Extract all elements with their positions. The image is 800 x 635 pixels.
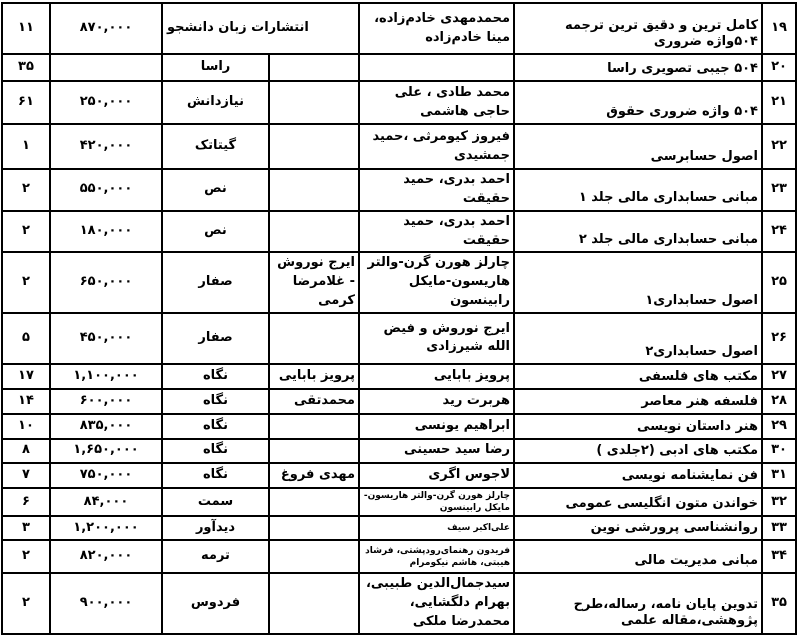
publisher-cell: صفار <box>162 313 269 364</box>
price-cell: ۹۰۰,۰۰۰ <box>50 573 162 634</box>
publisher-cell: نص <box>162 211 269 253</box>
price-cell: ۱,۱۰۰,۰۰۰ <box>50 364 162 389</box>
translator-cell: ایرج نوروش - غلامرضا کرمی <box>269 252 359 313</box>
quantity-cell: ۸ <box>2 439 50 463</box>
book-title-cell: فلسفه هنر معاصر <box>514 389 762 414</box>
book-title-cell: هنر داستان نویسی <box>514 414 762 439</box>
translator-cell: محمدتقی <box>269 389 359 414</box>
author-cell: احمد بدری، حمید حقیقت <box>359 169 514 211</box>
quantity-cell: ۲ <box>2 540 50 573</box>
translator-cell <box>269 313 359 364</box>
translator-cell <box>269 516 359 540</box>
book-title-cell: کامل ترین و دقیق ترین ترجمه ۵۰۴واژه ضروری <box>514 3 762 54</box>
price-cell: ۵۵۰,۰۰۰ <box>50 169 162 211</box>
author-cell: محمدمهدی خادم‌زاده، مینا خادم‌زاده <box>359 3 514 54</box>
publisher-cell: نیازدانش <box>162 81 269 124</box>
table-row <box>2 54 796 81</box>
publisher-cell: نگاه <box>162 463 269 488</box>
quantity-cell: ۱۷ <box>2 364 50 389</box>
price-cell: ۷۵۰,۰۰۰ <box>50 463 162 488</box>
quantity-cell: ۵ <box>2 313 50 364</box>
book-title-cell: فن نمایشنامه نویسی <box>514 463 762 488</box>
author-cell: پرویز بابایی <box>359 364 514 389</box>
quantity-cell: ۶۱ <box>2 81 50 124</box>
author-cell: چارلز هورن گرن-والتر هاریسون-مایکل رابینسون <box>359 488 514 516</box>
quantity-cell: ۳۵ <box>2 54 50 81</box>
author-cell <box>359 54 514 81</box>
book-table <box>1 2 797 635</box>
publisher-cell: گیتاتک <box>162 124 269 169</box>
quantity-cell: ۷ <box>2 463 50 488</box>
price-cell <box>50 54 162 81</box>
price-cell: ۶۵۰,۰۰۰ <box>50 252 162 313</box>
table-row <box>2 439 796 463</box>
author-cell: محمد طادی ، علی حاجی هاشمی <box>359 81 514 124</box>
table-row <box>2 488 796 516</box>
author-cell: فیروز کیومرثی ،حمید جمشیدی <box>359 124 514 169</box>
row-number-cell: ۱۹ <box>762 3 796 54</box>
quantity-cell: ۲ <box>2 252 50 313</box>
row-number-cell: ۳۳ <box>762 516 796 540</box>
price-cell: ۸۴,۰۰۰ <box>50 488 162 516</box>
book-title-cell: تدوین پایان نامه، رساله،طرح پژوهشی،مقاله علمی <box>514 573 762 634</box>
translator-cell: مهدی فروغ <box>269 463 359 488</box>
author-cell: سیدجمال‌الدین طبیبی، بهرام دلگشایی، محمدرضا ملکی <box>359 573 514 634</box>
row-number-cell: ۲۵ <box>762 252 796 313</box>
table-row <box>2 463 796 488</box>
publisher-cell: ترمه <box>162 540 269 573</box>
translator-cell: پرویز بابایی <box>269 364 359 389</box>
author-cell: احمد بدری، حمید حقیقت <box>359 211 514 253</box>
publisher-cell: صفار <box>162 252 269 313</box>
row-number-cell: ۲۶ <box>762 313 796 364</box>
table-row <box>2 211 796 253</box>
table-row <box>2 516 796 540</box>
price-cell: ۸۷۰,۰۰۰ <box>50 3 162 54</box>
row-number-cell: ۳۱ <box>762 463 796 488</box>
quantity-cell: ۱۱ <box>2 3 50 54</box>
publisher-cell: راسا <box>162 54 269 81</box>
author-cell: هربرت رید <box>359 389 514 414</box>
row-number-cell: ۳۴ <box>762 540 796 573</box>
translator-cell <box>269 488 359 516</box>
translator-cell <box>269 439 359 463</box>
book-title-cell: مکتب های ادبی (۲جلدی ) <box>514 439 762 463</box>
row-number-cell: ۲۴ <box>762 211 796 253</box>
table-row <box>2 3 796 54</box>
publisher-cell: نگاه <box>162 414 269 439</box>
price-cell: ۸۲۰,۰۰۰ <box>50 540 162 573</box>
price-cell: ۱۸۰,۰۰۰ <box>50 211 162 253</box>
author-cell: علی‌اکبر سیف <box>359 516 514 540</box>
quantity-cell: ۱ <box>2 124 50 169</box>
book-title-cell: اصول حسابداری۲ <box>514 313 762 364</box>
publisher-cell: انتشارات زبان دانشجو <box>162 3 359 54</box>
quantity-cell: ۳ <box>2 516 50 540</box>
publisher-cell: نگاه <box>162 364 269 389</box>
book-title-cell: مبانی حسابداری مالی جلد ۲ <box>514 211 762 253</box>
book-title-cell: مکتب های فلسفی <box>514 364 762 389</box>
quantity-cell: ۶ <box>2 488 50 516</box>
quantity-cell: ۲ <box>2 573 50 634</box>
table-row <box>2 169 796 211</box>
quantity-cell: ۱۰ <box>2 414 50 439</box>
publisher-cell: فردوس <box>162 573 269 634</box>
quantity-cell: ۲ <box>2 169 50 211</box>
book-title-cell: اصول حسابرسی <box>514 124 762 169</box>
translator-cell <box>269 54 359 81</box>
price-cell: ۶۰۰,۰۰۰ <box>50 389 162 414</box>
translator-cell <box>269 81 359 124</box>
author-cell: رضا سید حسینی <box>359 439 514 463</box>
row-number-cell: ۲۷ <box>762 364 796 389</box>
row-number-cell: ۳۰ <box>762 439 796 463</box>
table-row <box>2 364 796 389</box>
book-table-body <box>2 3 796 634</box>
translator-cell <box>269 414 359 439</box>
table-row <box>2 252 796 313</box>
row-number-cell: ۳۵ <box>762 573 796 634</box>
table-row <box>2 389 796 414</box>
publisher-cell: دیدآور <box>162 516 269 540</box>
translator-cell <box>269 169 359 211</box>
table-row <box>2 573 796 634</box>
row-number-cell: ۲۹ <box>762 414 796 439</box>
table-row <box>2 81 796 124</box>
row-number-cell: ۲۲ <box>762 124 796 169</box>
author-cell: چارلز هورن گرن-والتر هاریسون-مایکل رابینسون <box>359 252 514 313</box>
row-number-cell: ۲۳ <box>762 169 796 211</box>
row-number-cell: ۲۰ <box>762 54 796 81</box>
author-cell: ایرج نوروش و فیض الله شیرزادی <box>359 313 514 364</box>
row-number-cell: ۲۱ <box>762 81 796 124</box>
price-cell: ۸۳۵,۰۰۰ <box>50 414 162 439</box>
table-row <box>2 540 796 573</box>
author-cell: فریدون رهنمای‌رودپشتی، فرشاد هیبتی، هاشم نیکومرام <box>359 540 514 573</box>
book-title-cell: ۵۰۴ واژه ضروری حقوق <box>514 81 762 124</box>
table-row <box>2 414 796 439</box>
price-cell: ۱,۶۵۰,۰۰۰ <box>50 439 162 463</box>
publisher-cell: نگاه <box>162 389 269 414</box>
publisher-cell: نص <box>162 169 269 211</box>
table-row <box>2 124 796 169</box>
book-title-cell: مبانی حسابداری مالی جلد ۱ <box>514 169 762 211</box>
quantity-cell: ۱۴ <box>2 389 50 414</box>
price-cell: ۲۵۰,۰۰۰ <box>50 81 162 124</box>
quantity-cell: ۲ <box>2 211 50 253</box>
author-cell: لاجوس اگری <box>359 463 514 488</box>
row-number-cell: ۲۸ <box>762 389 796 414</box>
translator-cell <box>269 124 359 169</box>
price-cell: ۴۵۰,۰۰۰ <box>50 313 162 364</box>
book-title-cell: روانشناسی پرورشی نوین <box>514 516 762 540</box>
translator-cell <box>269 211 359 253</box>
book-title-cell: اصول حسابداری۱ <box>514 252 762 313</box>
row-number-cell: ۳۲ <box>762 488 796 516</box>
book-title-cell: مبانی مدیریت مالی <box>514 540 762 573</box>
translator-cell <box>269 540 359 573</box>
publisher-cell: سمت <box>162 488 269 516</box>
book-title-cell: خواندن متون انگلیسی عمومی <box>514 488 762 516</box>
price-cell: ۴۲۰,۰۰۰ <box>50 124 162 169</box>
table-row <box>2 313 796 364</box>
author-cell: ابراهیم یونسی <box>359 414 514 439</box>
translator-cell <box>269 573 359 634</box>
book-title-cell: ۵۰۴ جیبی تصویری راسا <box>514 54 762 81</box>
publisher-cell: نگاه <box>162 439 269 463</box>
price-cell: ۱,۲۰۰,۰۰۰ <box>50 516 162 540</box>
